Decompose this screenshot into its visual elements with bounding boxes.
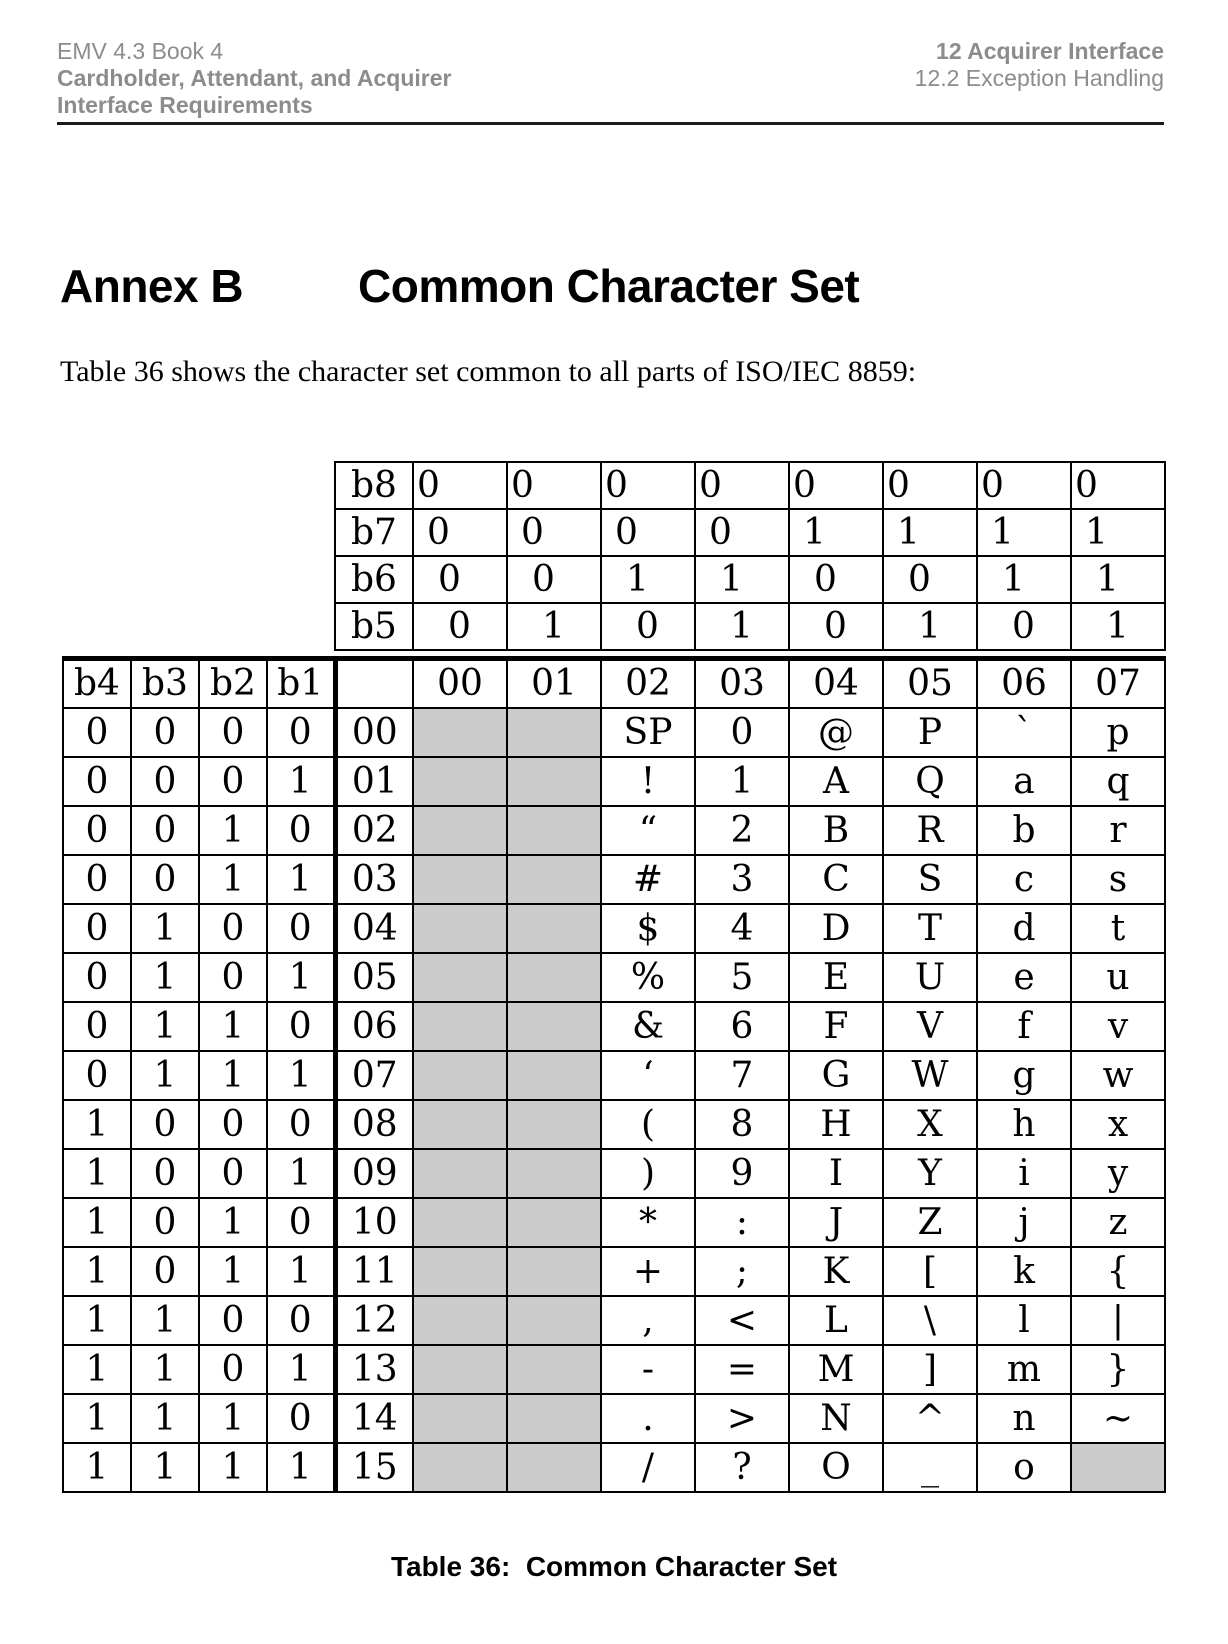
- character-cell: L: [789, 1296, 883, 1345]
- character-cell: +: [601, 1247, 695, 1296]
- character-cell: D: [789, 904, 883, 953]
- bit-value-cell: 0: [601, 462, 695, 509]
- character-cell: P: [883, 708, 977, 757]
- character-cell: [507, 1443, 601, 1492]
- character-cell: [413, 1051, 507, 1100]
- bit-value-cell: 0: [1071, 462, 1165, 509]
- character-cell: m: [977, 1345, 1071, 1394]
- character-cell: \: [883, 1296, 977, 1345]
- character-cell: [413, 1443, 507, 1492]
- bit-cell: 1: [131, 1296, 199, 1345]
- character-cell: 4: [695, 904, 789, 953]
- bit-value-cell: 0: [977, 462, 1071, 509]
- character-row: [63, 757, 1165, 806]
- bit-cell: 0: [131, 855, 199, 904]
- character-cell: |: [1071, 1296, 1165, 1345]
- character-cell: f: [977, 1002, 1071, 1051]
- row-label-cell: 01: [335, 757, 413, 806]
- bit-pattern-row: [335, 509, 1165, 556]
- bit-cell: 0: [199, 1149, 267, 1198]
- character-cell: !: [601, 757, 695, 806]
- character-cell: 6: [695, 1002, 789, 1051]
- character-cell: [507, 1247, 601, 1296]
- character-cell: [413, 953, 507, 1002]
- character-cell: S: [883, 855, 977, 904]
- character-cell: [507, 1345, 601, 1394]
- character-cell: [507, 1198, 601, 1247]
- character-cell: g: [977, 1051, 1071, 1100]
- bit-cell: 0: [267, 1296, 335, 1345]
- bit-cell: 0: [199, 1345, 267, 1394]
- bit-cell: 0: [199, 708, 267, 757]
- character-cell: 0: [695, 708, 789, 757]
- bit-column-header: b2: [199, 659, 267, 709]
- character-cell: {: [1071, 1247, 1165, 1296]
- bit-cell: 0: [267, 1394, 335, 1443]
- character-cell: -: [601, 1345, 695, 1394]
- character-cell: K: [789, 1247, 883, 1296]
- bit-cell: 0: [131, 1247, 199, 1296]
- bit-column-header: b3: [131, 659, 199, 709]
- bit-cell: 1: [131, 1345, 199, 1394]
- character-cell: (: [601, 1100, 695, 1149]
- bit-cell: 1: [63, 1247, 131, 1296]
- corner-blank-cell: [335, 659, 413, 709]
- character-cell: T: [883, 904, 977, 953]
- character-cell: ‘: [601, 1051, 695, 1100]
- character-cell: 1: [695, 757, 789, 806]
- character-cell: W: [883, 1051, 977, 1100]
- chapter-ref: 12 Acquirer Interface: [936, 38, 1164, 64]
- character-cell: j: [977, 1198, 1071, 1247]
- bit-cell: 1: [63, 1100, 131, 1149]
- character-cell: i: [977, 1149, 1071, 1198]
- character-cell: d: [977, 904, 1071, 953]
- character-cell: [413, 1002, 507, 1051]
- bit-cell: 1: [131, 1002, 199, 1051]
- bit-cell: 1: [131, 1394, 199, 1443]
- bit-cell: 1: [63, 1149, 131, 1198]
- row-label-cell: 04: [335, 904, 413, 953]
- bit-cell: 0: [267, 1198, 335, 1247]
- page-header-right: [915, 38, 1164, 119]
- character-cell: [413, 1149, 507, 1198]
- page-header-left: [57, 38, 451, 119]
- bit-row-label: b8: [335, 462, 413, 509]
- bit-cell: 0: [131, 806, 199, 855]
- column-header-cell: 03: [695, 659, 789, 709]
- character-row: [63, 708, 1165, 757]
- character-cell: a: [977, 757, 1071, 806]
- bit-value-cell: 0: [883, 462, 977, 509]
- character-row: [63, 1051, 1165, 1100]
- column-header-cell: 01: [507, 659, 601, 709]
- character-cell: $: [601, 904, 695, 953]
- character-row: [63, 904, 1165, 953]
- character-cell: #: [601, 855, 695, 904]
- character-cell: [413, 757, 507, 806]
- bit-cell: 1: [267, 1051, 335, 1100]
- bit-cell: 0: [131, 1149, 199, 1198]
- bit-value-cell: 0: [601, 603, 695, 650]
- column-header-cell: 02: [601, 659, 695, 709]
- bit-value-cell: 0: [413, 509, 507, 556]
- bit-cell: 1: [199, 806, 267, 855]
- character-row: [63, 806, 1165, 855]
- bit-value-cell: 1: [883, 509, 977, 556]
- page-title: [60, 259, 859, 313]
- character-cell: [507, 708, 601, 757]
- character-cell: /: [601, 1443, 695, 1492]
- bit-cell: 0: [267, 1100, 335, 1149]
- bit-value-cell: 0: [977, 603, 1071, 650]
- book-subtitle-line2: Interface Requirements: [57, 92, 313, 118]
- bit-row-label: b5: [335, 603, 413, 650]
- character-cell: r: [1071, 806, 1165, 855]
- character-cell: `: [977, 708, 1071, 757]
- character-cell: J: [789, 1198, 883, 1247]
- character-cell: x: [1071, 1100, 1165, 1149]
- character-cell: <: [695, 1296, 789, 1345]
- row-label-cell: 03: [335, 855, 413, 904]
- bit-cell: 0: [131, 1198, 199, 1247]
- column-header-cell: 06: [977, 659, 1071, 709]
- bit-cell: 1: [267, 1443, 335, 1492]
- character-cell: [413, 1100, 507, 1149]
- character-cell: [507, 757, 601, 806]
- bit-value-cell: 1: [789, 509, 883, 556]
- bit-cell: 1: [131, 1443, 199, 1492]
- character-cell: I: [789, 1149, 883, 1198]
- character-cell: q: [1071, 757, 1165, 806]
- bit-cell: 0: [63, 708, 131, 757]
- bit-cell: 0: [63, 806, 131, 855]
- bit-cell: 0: [199, 904, 267, 953]
- column-header-cell: 07: [1071, 659, 1165, 709]
- bit-value-cell: 0: [695, 509, 789, 556]
- character-cell: 5: [695, 953, 789, 1002]
- character-cell: v: [1071, 1002, 1165, 1051]
- table-caption: Table 36: Common Character Set: [390, 1551, 838, 1582]
- character-cell: u: [1071, 953, 1165, 1002]
- character-cell: l: [977, 1296, 1071, 1345]
- intro-paragraph: Table 36 shows the character set common to all parts of ISO/IEC 8859:: [60, 355, 917, 388]
- character-cell: [413, 904, 507, 953]
- character-row: [63, 1394, 1165, 1443]
- bit-cell: 0: [63, 757, 131, 806]
- bit-value-cell: 1: [977, 556, 1071, 603]
- character-cell: ^: [883, 1394, 977, 1443]
- column-header-cell: 00: [413, 659, 507, 709]
- character-cell: C: [789, 855, 883, 904]
- annex-label: Annex B: [60, 260, 244, 312]
- page-header: [57, 38, 1164, 119]
- character-cell: [413, 1394, 507, 1443]
- bit-cell: 1: [63, 1443, 131, 1492]
- column-header-cell: 05: [883, 659, 977, 709]
- character-cell: O: [789, 1443, 883, 1492]
- bit-pattern-table: [334, 461, 1166, 651]
- bit-cell: 1: [131, 904, 199, 953]
- bit-cell: 1: [199, 1051, 267, 1100]
- character-cell: _: [883, 1443, 977, 1492]
- bit-cell: 1: [63, 1345, 131, 1394]
- character-cell: &: [601, 1002, 695, 1051]
- character-cell: t: [1071, 904, 1165, 953]
- character-cell: 7: [695, 1051, 789, 1100]
- bit-value-cell: 0: [507, 556, 601, 603]
- bit-value-cell: 0: [507, 509, 601, 556]
- character-cell: [507, 806, 601, 855]
- character-cell: ]: [883, 1345, 977, 1394]
- bit-cell: 0: [267, 708, 335, 757]
- row-label-cell: 08: [335, 1100, 413, 1149]
- bit-value-cell: 0: [883, 556, 977, 603]
- header-divider: [57, 122, 1164, 125]
- bit-cell: 1: [267, 855, 335, 904]
- character-cell: Y: [883, 1149, 977, 1198]
- row-label-cell: 09: [335, 1149, 413, 1198]
- character-cell: e: [977, 953, 1071, 1002]
- character-cell: A: [789, 757, 883, 806]
- character-row: [63, 855, 1165, 904]
- bit-value-cell: 1: [507, 603, 601, 650]
- bit-value-cell: 0: [413, 462, 507, 509]
- bit-value-cell: 0: [413, 603, 507, 650]
- character-cell: X: [883, 1100, 977, 1149]
- bit-cell: 0: [199, 953, 267, 1002]
- section-ref: 12.2 Exception Handling: [914, 65, 1164, 91]
- character-cell: }: [1071, 1345, 1165, 1394]
- bit-cell: 1: [63, 1296, 131, 1345]
- character-cell: ,: [601, 1296, 695, 1345]
- character-cell: 8: [695, 1100, 789, 1149]
- character-cell: [507, 1051, 601, 1100]
- character-cell: p: [1071, 708, 1165, 757]
- character-cell: @: [789, 708, 883, 757]
- bit-value-cell: 1: [1071, 556, 1165, 603]
- bit-pattern-row: [335, 603, 1165, 650]
- row-label-cell: 13: [335, 1345, 413, 1394]
- character-cell: ;: [695, 1247, 789, 1296]
- bit-cell: 0: [63, 904, 131, 953]
- character-cell: ~: [1071, 1394, 1165, 1443]
- row-label-cell: 14: [335, 1394, 413, 1443]
- bit-pattern-row: [335, 556, 1165, 603]
- row-label-cell: 06: [335, 1002, 413, 1051]
- character-cell: H: [789, 1100, 883, 1149]
- character-cell: y: [1071, 1149, 1165, 1198]
- character-cell: [507, 904, 601, 953]
- book-subtitle-line1: Cardholder, Attendant, and Acquirer: [57, 65, 452, 91]
- bit-cell: 1: [267, 1247, 335, 1296]
- bit-cell: 0: [63, 855, 131, 904]
- character-table: [62, 656, 1166, 1493]
- character-cell: F: [789, 1002, 883, 1051]
- bit-cell: 0: [199, 1100, 267, 1149]
- character-cell: SP: [601, 708, 695, 757]
- character-cell: “: [601, 806, 695, 855]
- bit-row-label: b7: [335, 509, 413, 556]
- bit-value-cell: 1: [1071, 509, 1165, 556]
- character-cell: [507, 1100, 601, 1149]
- character-cell: =: [695, 1345, 789, 1394]
- character-cell: R: [883, 806, 977, 855]
- character-row: [63, 1443, 1165, 1492]
- bit-value-cell: 1: [883, 603, 977, 650]
- character-cell: >: [695, 1394, 789, 1443]
- character-cell: w: [1071, 1051, 1165, 1100]
- character-cell: %: [601, 953, 695, 1002]
- row-label-cell: 12: [335, 1296, 413, 1345]
- character-cell: h: [977, 1100, 1071, 1149]
- row-label-cell: 15: [335, 1443, 413, 1492]
- bit-cell: 1: [199, 1002, 267, 1051]
- character-cell: [: [883, 1247, 977, 1296]
- bit-cell: 0: [63, 1002, 131, 1051]
- character-cell: .: [601, 1394, 695, 1443]
- bit-cell: 1: [199, 1443, 267, 1492]
- character-cell: b: [977, 806, 1071, 855]
- bit-cell: 1: [199, 1198, 267, 1247]
- bit-value-cell: 1: [1071, 603, 1165, 650]
- character-cell: *: [601, 1198, 695, 1247]
- character-cell: [413, 1296, 507, 1345]
- character-cell: [413, 708, 507, 757]
- character-cell: [507, 1394, 601, 1443]
- column-header-row: [63, 659, 1165, 709]
- character-cell: U: [883, 953, 977, 1002]
- book-title: EMV 4.3 Book 4: [57, 38, 224, 64]
- character-row: [63, 1002, 1165, 1051]
- bit-cell: 0: [131, 757, 199, 806]
- character-cell: [507, 953, 601, 1002]
- character-cell: [413, 1198, 507, 1247]
- character-row: [63, 953, 1165, 1002]
- row-label-cell: 07: [335, 1051, 413, 1100]
- bit-cell: 0: [199, 757, 267, 806]
- row-label-cell: 00: [335, 708, 413, 757]
- bit-value-cell: 1: [601, 556, 695, 603]
- character-cell: [507, 1149, 601, 1198]
- bit-cell: 1: [131, 953, 199, 1002]
- character-cell: [413, 1247, 507, 1296]
- bit-cell: 1: [63, 1198, 131, 1247]
- bit-value-cell: 0: [789, 462, 883, 509]
- character-cell: k: [977, 1247, 1071, 1296]
- row-label-cell: 02: [335, 806, 413, 855]
- bit-cell: 1: [267, 1345, 335, 1394]
- character-cell: [507, 1002, 601, 1051]
- character-row: [63, 1296, 1165, 1345]
- character-row: [63, 1100, 1165, 1149]
- bit-value-cell: 0: [789, 556, 883, 603]
- bit-cell: 1: [199, 855, 267, 904]
- bit-value-cell: 0: [695, 462, 789, 509]
- annex-name: Common Character Set: [358, 260, 860, 312]
- character-cell: c: [977, 855, 1071, 904]
- character-cell: [413, 855, 507, 904]
- bit-cell: 0: [199, 1296, 267, 1345]
- character-row: [63, 1247, 1165, 1296]
- bit-cell: 0: [63, 1051, 131, 1100]
- character-cell: Q: [883, 757, 977, 806]
- character-cell: o: [977, 1443, 1071, 1492]
- character-cell: 9: [695, 1149, 789, 1198]
- bit-cell: 1: [131, 1051, 199, 1100]
- bit-value-cell: 1: [695, 556, 789, 603]
- row-label-cell: 05: [335, 953, 413, 1002]
- character-cell: s: [1071, 855, 1165, 904]
- character-row: [63, 1198, 1165, 1247]
- character-cell: B: [789, 806, 883, 855]
- character-cell: 2: [695, 806, 789, 855]
- bit-pattern-row: [335, 462, 1165, 509]
- bit-cell: 1: [63, 1394, 131, 1443]
- bit-cell: 0: [131, 708, 199, 757]
- bit-cell: 0: [267, 904, 335, 953]
- bit-row-label: b6: [335, 556, 413, 603]
- character-cell: 3: [695, 855, 789, 904]
- character-cell: :: [695, 1198, 789, 1247]
- bit-cell: 0: [131, 1100, 199, 1149]
- bit-value-cell: 0: [507, 462, 601, 509]
- bit-value-cell: 1: [977, 509, 1071, 556]
- character-cell: N: [789, 1394, 883, 1443]
- character-cell: V: [883, 1002, 977, 1051]
- character-cell: n: [977, 1394, 1071, 1443]
- character-cell: ): [601, 1149, 695, 1198]
- character-cell: [413, 1345, 507, 1394]
- character-row: [63, 1345, 1165, 1394]
- character-cell: E: [789, 953, 883, 1002]
- bit-cell: 1: [267, 1149, 335, 1198]
- character-row: [63, 1149, 1165, 1198]
- row-label-cell: 10: [335, 1198, 413, 1247]
- row-label-cell: 11: [335, 1247, 413, 1296]
- character-cell: ?: [695, 1443, 789, 1492]
- bit-value-cell: 0: [601, 509, 695, 556]
- bit-column-header: b4: [63, 659, 131, 709]
- character-cell: G: [789, 1051, 883, 1100]
- character-cell: M: [789, 1345, 883, 1394]
- character-cell: z: [1071, 1198, 1165, 1247]
- column-header-cell: 04: [789, 659, 883, 709]
- bit-column-header: b1: [267, 659, 335, 709]
- bit-value-cell: 0: [789, 603, 883, 650]
- bit-cell: 0: [267, 806, 335, 855]
- bit-cell: 1: [267, 953, 335, 1002]
- bit-cell: 1: [199, 1394, 267, 1443]
- bit-cell: 0: [267, 1002, 335, 1051]
- bit-cell: 1: [267, 757, 335, 806]
- character-cell: [507, 1296, 601, 1345]
- bit-cell: 0: [63, 953, 131, 1002]
- character-cell: [413, 806, 507, 855]
- character-cell: [507, 855, 601, 904]
- bit-value-cell: 1: [695, 603, 789, 650]
- character-cell: Z: [883, 1198, 977, 1247]
- bit-cell: 1: [199, 1247, 267, 1296]
- character-cell: [1071, 1443, 1165, 1492]
- bit-value-cell: 0: [413, 556, 507, 603]
